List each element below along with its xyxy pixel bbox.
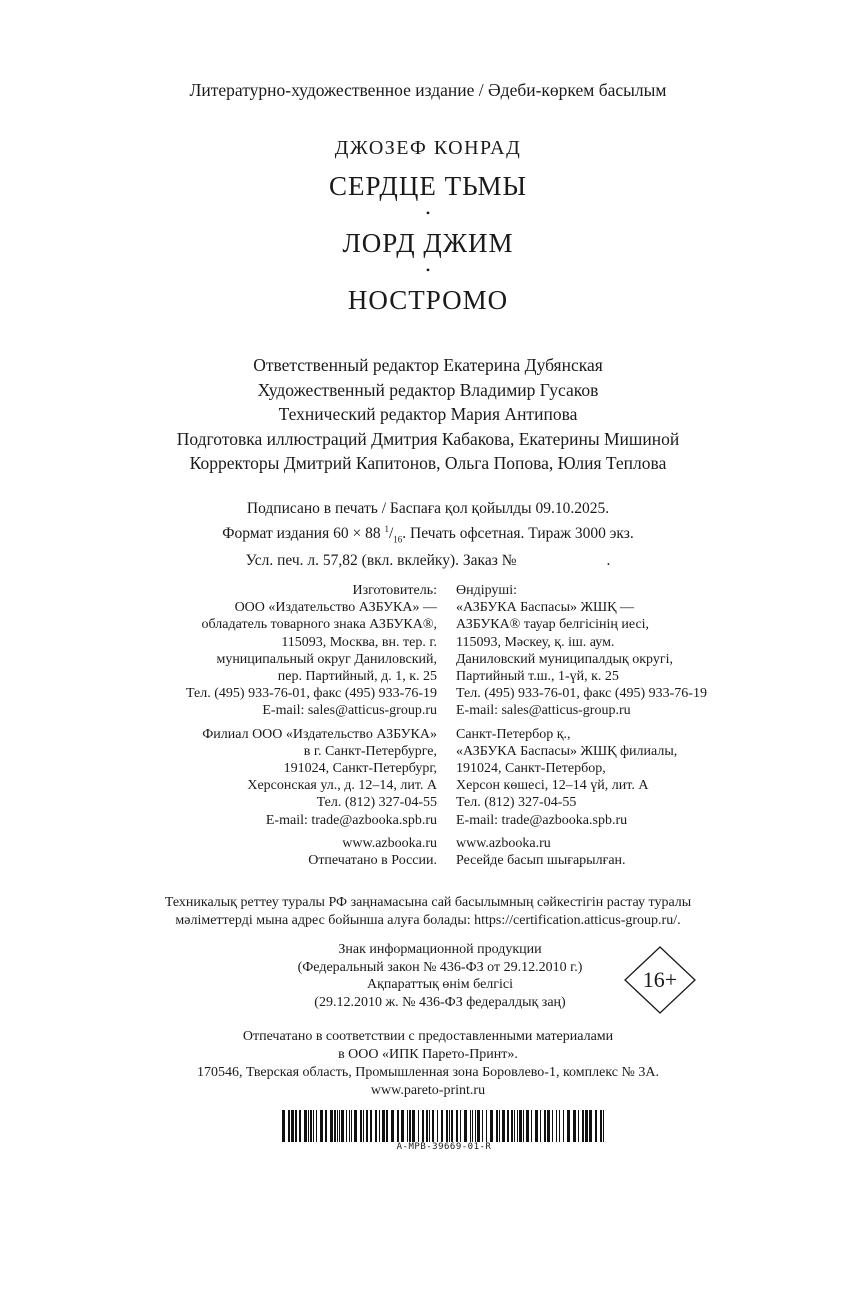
info-line: Санкт-Петербор қ., [456,726,571,742]
barcode-bar [351,1110,352,1142]
barcode-bar [511,1110,513,1142]
barcode-bar [360,1110,362,1142]
barcode-bar [470,1110,471,1142]
info-line: АЗБУКА® тауар белгісінің иесі, [456,617,650,633]
info-line: E-mail: sales@atticus-group.ru [456,703,631,719]
info-line: обладатель товарного знака АЗБУКА®, [201,617,437,633]
info-line: 191024, Санкт-Петербург, [283,761,437,777]
info-sign-line: Знак информационной продукции [338,942,542,957]
info-line: 115093, Мәскеу, қ. іш. аум. [456,634,615,650]
barcode-bar [502,1110,505,1142]
barcode-bar [337,1110,338,1142]
age-rating: 16+ [642,967,678,992]
credits-block [0,353,856,476]
barcode-bar [544,1110,546,1142]
barcode-bar [595,1110,597,1142]
barcode-bar [370,1110,372,1142]
barcode-bar [310,1110,312,1142]
barcode-bar [482,1110,483,1142]
title-lord-jim: ЛОРД ДЖИМ [342,228,514,258]
barcode-bar [379,1110,380,1142]
title-separator: • [425,263,431,277]
sheets-text: Усл. печ. л. 57,82 (вкл. вклейку). Заказ № [245,552,517,570]
barcode-bar [341,1110,344,1142]
barcode-bar [308,1110,309,1142]
barcode-bar [531,1110,532,1142]
info-line: E-mail: sales@atticus-group.ru [262,703,437,719]
barcode-bar [299,1110,301,1142]
barcode-bar [313,1110,314,1142]
print-info [0,498,856,571]
barcode-bar [582,1110,584,1142]
credit-line: Корректоры Дмитрий Капитонов, Ольга Попова, Юлия Теплова [189,453,667,473]
barcode-bar [460,1110,461,1142]
barcode-bar [334,1110,336,1142]
barcode-bar [477,1110,480,1142]
barcode-bar [603,1110,604,1142]
barcode-bar [426,1110,428,1142]
format-denominator: 16 [393,534,403,545]
signed-line: Подписано в печать / Баспаға қол қойылды 09.10.2025. [246,500,610,517]
info-line: Херсон көшесі, 12–14 үй, лит. А [456,778,649,794]
manufacturer-info-ru [186,582,437,869]
barcode-bar [346,1110,347,1142]
credit-line: Технический редактор Мария Антипова [278,404,578,424]
barcode-bar [523,1110,524,1142]
barcode-bar [418,1110,419,1142]
info-line: www.azbooka.ru [456,835,551,851]
barcode-bar [585,1110,588,1142]
info-line: E-mail: trade@azbooka.spb.ru [456,812,628,828]
age-rating-badge [624,946,696,1014]
info-line: Өндіруші: [456,583,517,598]
barcode-bar [449,1110,450,1142]
manufacturer-info-kz [456,582,707,869]
info-line: муниципальный округ Даниловский, [216,651,437,667]
barcode-bar [559,1110,560,1142]
barcode-bar [552,1110,553,1142]
barcode-bar [441,1110,443,1142]
info-line: Даниловский муниципалдық округі, [456,651,673,667]
barcode-bar [375,1110,377,1142]
barcode-bar [496,1110,498,1142]
format-prefix: Формат издания 60 × 88 [222,525,381,543]
info-line: Изготовитель: [352,583,437,598]
barcode-bar [325,1110,327,1142]
info-line: ООО «Издательство АЗБУКА» — [234,600,437,616]
barcode-bar [535,1110,538,1142]
barcode-bar [437,1110,438,1142]
format-slash: / [388,525,394,543]
tech-regulation [0,894,856,930]
barcode-bar [472,1110,473,1142]
barcode-bar [422,1110,424,1142]
info-line: Тел. (812) 327-04-55 [456,795,577,811]
edition-type: Литературно-художественное издание / Әдеби-көркем басылым [189,80,667,100]
barcode-bar [507,1110,509,1142]
barcode-bar [556,1110,557,1142]
tech-line: мәліметтерді мына адрес бойынша алуға болады: https://certification.atticus-group.ru/. [175,913,681,928]
info-line: Партийный т.ш., 1-үй, к. 25 [456,669,619,685]
barcode-bar [330,1110,333,1142]
title-separator: • [425,206,431,220]
barcode-bar [382,1110,385,1142]
barcode-bar [499,1110,500,1142]
info-line: пер. Партийный, д. 1, к. 25 [277,669,437,685]
barcode-bar [540,1110,541,1142]
barcode-bar [363,1110,364,1142]
info-line: E-mail: trade@azbooka.spb.ru [265,812,437,828]
barcode-bar [578,1110,579,1142]
info-line: Филиал ООО «Издательство АЗБУКА» [202,726,437,742]
info-product-sign [270,941,610,1011]
barcode-bar [407,1110,408,1142]
format-suffix: . Печать офсетная. Тираж 3000 экз. [402,525,634,543]
format-numerator: 1 [384,524,389,534]
barcode-bar [295,1110,297,1142]
barcode-bar [567,1110,570,1142]
credit-line: Подготовка иллюстраций Дмитрия Кабакова, Екатерины Мишиной [176,428,680,449]
sheets-line [0,550,856,571]
barcode-bar [486,1110,487,1142]
info-line: Тел. (495) 933-76-01, факс (495) 933-76-19 [186,686,437,702]
barcode-bar [547,1110,550,1142]
info-sign-line: (Федеральный закон № 436-ФЗ от 29.12.2010 г.) [297,959,583,975]
info-line: Ресейде басып шығарылған. [456,853,626,869]
barcode-bar [475,1110,476,1142]
barcode-bar [563,1110,564,1142]
format-line [0,519,856,550]
info-line: «АЗБУКА Баспасы» ЖШҚ филиалы, [456,743,678,759]
barcode-bar [349,1110,350,1142]
barcode-bar [600,1110,602,1142]
barcode-bar [366,1110,368,1142]
barcode-bar [397,1110,399,1142]
barcode-bar [409,1110,411,1142]
barcode-bar [589,1110,592,1142]
barcode-bar [401,1110,404,1142]
info-line: Отпечатано в России. [308,853,437,869]
barcode-bar [464,1110,467,1142]
info-line: 115093, Москва, вн. тер. г. [281,634,437,650]
barcode-bar [446,1110,448,1142]
printer-line: в ООО «ИПК Парето-Принт». [338,1047,518,1062]
credit-line: Художественный редактор Владимир Гусаков [257,379,599,400]
tech-line: Техникалық реттеу туралы РФ заңнамасына сай басылымның сәйкестігін растау туралы [164,895,692,910]
info-line: Тел. (812) 327-04-55 [316,795,437,811]
barcode-bar [391,1110,394,1142]
info-sign-line: (29.12.2010 ж. № 436-ФЗ федералдық заң) [314,994,566,1010]
title-nostromo: НОСТРОМО [347,285,509,315]
printer-line: www.pareto-print.ru [370,1083,486,1098]
barcode-bar [456,1110,458,1142]
printer-line: Отпечатано в соответствии с предоставленными материалами [242,1029,614,1044]
info-sign-line: Ақпараттық өнім белгісі [366,977,514,992]
barcode [280,1110,608,1142]
barcode-bar [517,1110,518,1142]
barcode-bar [320,1110,323,1142]
barcode-bar [432,1110,434,1142]
barcode-bar [288,1110,290,1142]
barcode-bar [316,1110,317,1142]
barcode-bar [304,1110,307,1142]
credit-line: Ответственный редактор Екатерина Дубянская [253,355,603,375]
printer-info [0,1028,856,1100]
barcode-bar [573,1110,576,1142]
printer-line: 170546, Тверская область, Промышленная зона Боровлево-1, комплекс № 3А. [197,1065,659,1080]
barcode-bar [526,1110,529,1142]
info-line: 191024, Санкт-Петербор, [456,761,606,777]
info-line: www.azbooka.ru [342,835,437,851]
info-line: в г. Санкт-Петербурге, [303,743,437,759]
barcode-bar [291,1110,294,1142]
barcode-bar [519,1110,522,1142]
barcode-bar [339,1110,340,1142]
barcode-bar [429,1110,430,1142]
info-line: Херсонская ул., д. 12–14, лит. А [247,778,437,794]
info-line: «АЗБУКА Баспасы» ЖШҚ — [456,600,634,616]
author-name: ДЖОЗЕФ КОНРАД [334,137,522,159]
barcode-code: A-MPB-39669-01-R [396,1142,492,1152]
barcode-bar [386,1110,388,1142]
barcode-bar [354,1110,357,1142]
sheets-end: . [606,552,611,570]
info-line: Тел. (495) 933-76-01, факс (495) 933-76-19 [456,686,707,702]
title-heart-of-darkness: СЕРДЦЕ ТЬМЫ [328,171,528,201]
barcode-bar [412,1110,415,1142]
barcode-bar [490,1110,493,1142]
barcode-bar [282,1110,285,1142]
barcode-bar [451,1110,453,1142]
barcode-bar [514,1110,515,1142]
